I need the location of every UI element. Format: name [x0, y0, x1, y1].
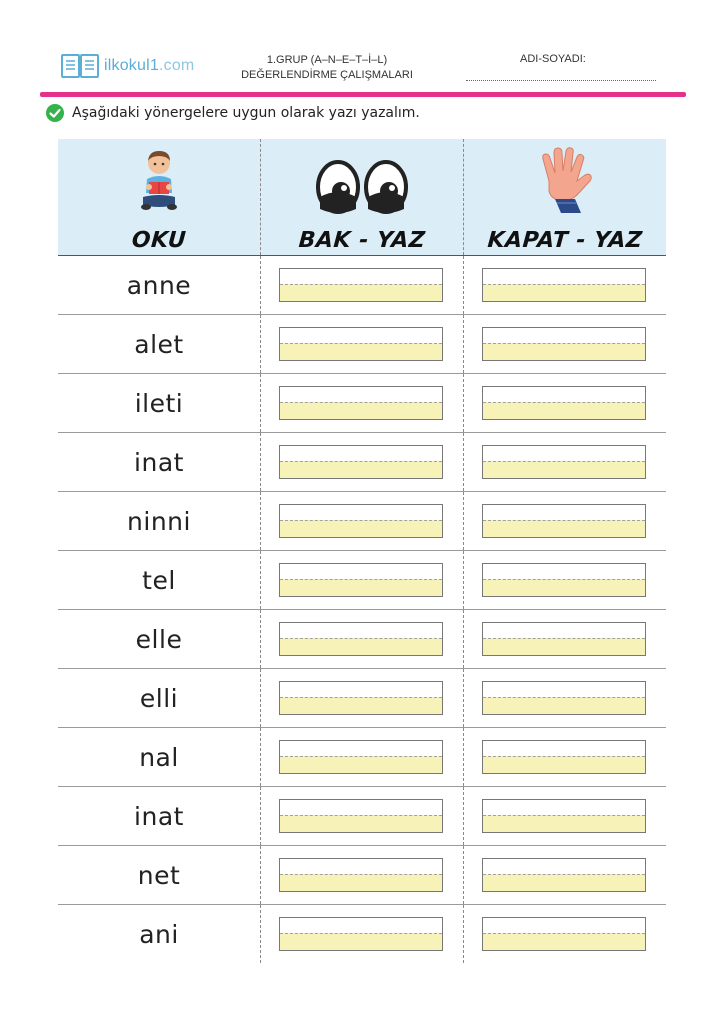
column-label-read: OKU: [130, 228, 188, 253]
title-line-1: 1.GRUP (A–N–E–T–İ–L): [266, 54, 388, 66]
column-label-cover-write: KAPAT - YAZ: [486, 228, 644, 253]
look-write-box[interactable]: [279, 268, 443, 302]
table-row: [58, 550, 666, 609]
table-row: [58, 786, 666, 845]
table-row: [58, 904, 666, 963]
eyes-icon: [314, 157, 410, 215]
cover-write-box[interactable]: [482, 386, 646, 420]
cover-write-box[interactable]: [482, 858, 646, 892]
table-row: [58, 491, 666, 550]
book-icon: [60, 52, 100, 80]
look-write-box[interactable]: [279, 386, 443, 420]
word-label: ileti: [134, 388, 184, 418]
word-label: inat: [134, 447, 184, 477]
look-write-box[interactable]: [279, 858, 443, 892]
table-row: [58, 432, 666, 491]
table-body: [58, 255, 666, 963]
site-logo: [60, 52, 194, 80]
page-header: [0, 0, 724, 100]
table-row: [58, 727, 666, 786]
cover-write-box[interactable]: [482, 917, 646, 951]
word-label: nal: [139, 742, 179, 772]
column-label-look-write: BAK - YAZ: [297, 228, 427, 253]
cover-write-box[interactable]: [482, 563, 646, 597]
word-label: inat: [134, 801, 184, 831]
worksheet-title: [222, 53, 432, 83]
word-label: ani: [139, 919, 179, 949]
title-line-2: DEĞERLENDİRME ÇALIŞMALARI: [241, 69, 413, 81]
cover-write-box[interactable]: [482, 799, 646, 833]
look-write-box[interactable]: [279, 563, 443, 597]
name-field[interactable]: [466, 80, 656, 81]
table-row: [58, 668, 666, 727]
table-row: [58, 314, 666, 373]
word-label: tel: [142, 565, 176, 595]
look-write-box[interactable]: [279, 799, 443, 833]
word-label: ninni: [127, 506, 191, 536]
cover-write-box[interactable]: [482, 445, 646, 479]
cover-write-box[interactable]: [482, 681, 646, 715]
column-header-look-write: [261, 139, 464, 255]
cover-write-box[interactable]: [482, 740, 646, 774]
look-write-box[interactable]: [279, 327, 443, 361]
table-row: [58, 255, 666, 314]
header-divider: [40, 92, 686, 97]
word-label: elli: [139, 683, 179, 713]
logo-text: ilkokul1.com: [104, 57, 195, 74]
check-circle-icon: [46, 104, 64, 122]
name-label: ADI-SOYADI:: [520, 53, 586, 65]
column-header-cover-write: [464, 139, 666, 255]
look-write-box[interactable]: [279, 445, 443, 479]
table-row: [58, 609, 666, 668]
word-label: elle: [135, 624, 183, 654]
cover-write-box[interactable]: [482, 622, 646, 656]
word-label: net: [137, 860, 181, 890]
instruction-text: Aşağıdaki yönergelere uygun olarak yazı yazalım.: [72, 105, 420, 121]
cover-write-box[interactable]: [482, 327, 646, 361]
raised-hand-icon: [535, 145, 595, 215]
table-header: [58, 139, 666, 255]
word-label: anne: [126, 270, 192, 300]
instruction: [46, 104, 420, 122]
look-write-box[interactable]: [279, 504, 443, 538]
look-write-box[interactable]: [279, 917, 443, 951]
cover-write-box[interactable]: [482, 504, 646, 538]
reading-child-icon: [137, 149, 181, 213]
word-label: alet: [134, 329, 184, 359]
column-header-read: [58, 139, 261, 255]
table-row: [58, 845, 666, 904]
table-row: [58, 373, 666, 432]
look-write-box[interactable]: [279, 740, 443, 774]
look-write-box[interactable]: [279, 681, 443, 715]
look-write-box[interactable]: [279, 622, 443, 656]
cover-write-box[interactable]: [482, 268, 646, 302]
writing-table: [58, 139, 666, 963]
